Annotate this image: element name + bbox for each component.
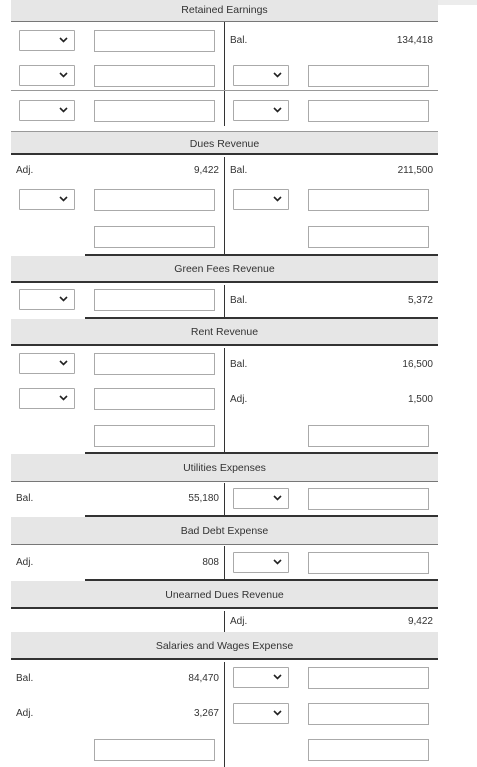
- chevron-down-icon: [273, 674, 282, 680]
- bal-label: Bal.: [230, 165, 248, 176]
- adj-value: 9,422: [407, 616, 433, 627]
- adj-value: 1,500: [407, 394, 433, 405]
- bal-value: 134,418: [396, 35, 433, 46]
- chevron-down-icon: [59, 296, 68, 302]
- credit-account-select[interactable]: [233, 552, 289, 573]
- credit-amount-input[interactable]: [308, 488, 429, 510]
- credit-account-select[interactable]: [233, 667, 289, 688]
- account-title: Bad Debt Expense: [180, 525, 269, 537]
- account-title: Retained Earnings: [181, 4, 268, 16]
- chevron-down-icon: [59, 196, 68, 202]
- account-title: Rent Revenue: [190, 326, 259, 338]
- account-title: Green Fees Revenue: [174, 263, 275, 275]
- chevron-down-icon: [273, 196, 282, 202]
- bal-value: 16,500: [402, 359, 433, 370]
- debit-account-select[interactable]: [19, 30, 75, 51]
- adj-value: 9,422: [193, 165, 219, 176]
- top-scrollbar-track: [438, 0, 477, 5]
- credit-total-input[interactable]: [308, 739, 429, 761]
- credit-amount-input[interactable]: [308, 189, 429, 211]
- bal-value: 5,372: [407, 295, 433, 306]
- adj-label: Adj.: [16, 708, 34, 719]
- credit-amount-input[interactable]: [308, 65, 429, 87]
- debit-total-input[interactable]: [94, 226, 215, 248]
- t-account-divider: [224, 285, 225, 319]
- chevron-down-icon: [273, 72, 282, 78]
- t-account-divider: [224, 546, 225, 580]
- adj-label: Adj.: [16, 557, 34, 568]
- debit-account-select[interactable]: [19, 388, 75, 409]
- t-account-divider: [224, 22, 225, 126]
- credit-account-select[interactable]: [233, 65, 289, 86]
- chevron-down-icon: [59, 360, 68, 366]
- account-title: Dues Revenue: [189, 138, 260, 150]
- dues-revenue-header: [11, 131, 438, 155]
- debit-amount-input[interactable]: [94, 388, 215, 410]
- bal-label: Bal.: [230, 35, 248, 46]
- bal-label: Bal.: [230, 359, 248, 370]
- debit-account-select[interactable]: [19, 189, 75, 210]
- debit-amount-input[interactable]: [94, 100, 215, 122]
- debit-amount-input[interactable]: [94, 289, 215, 311]
- adj-label: Adj.: [16, 165, 34, 176]
- debit-amount-input[interactable]: [94, 30, 215, 52]
- chevron-down-icon: [59, 395, 68, 401]
- chevron-down-icon: [59, 107, 68, 113]
- debit-account-select[interactable]: [19, 65, 75, 86]
- credit-amount-input[interactable]: [308, 703, 429, 725]
- bal-value: 84,470: [188, 673, 219, 684]
- t-account-divider: [224, 483, 225, 517]
- divider: [11, 90, 438, 91]
- green-fees-revenue-header: [11, 256, 438, 283]
- credit-amount-input[interactable]: [308, 667, 429, 689]
- adj-value: 3,267: [193, 708, 219, 719]
- chevron-down-icon: [59, 72, 68, 78]
- unearned-dues-revenue-header: [11, 581, 438, 609]
- adj-label: Adj.: [230, 616, 248, 627]
- debit-account-select[interactable]: [19, 289, 75, 310]
- credit-amount-input[interactable]: [308, 552, 429, 574]
- adj-value: 808: [202, 557, 219, 568]
- debit-amount-input[interactable]: [94, 65, 215, 87]
- credit-account-select[interactable]: [233, 703, 289, 724]
- credit-total-input[interactable]: [308, 425, 429, 447]
- t-account-divider: [224, 157, 225, 255]
- account-title: Unearned Dues Revenue: [165, 589, 284, 601]
- credit-account-select[interactable]: [233, 488, 289, 509]
- bal-label: Bal.: [16, 493, 34, 504]
- salaries-and-wages-expense-header: [11, 632, 438, 660]
- account-title: Salaries and Wages Expense: [155, 640, 294, 652]
- debit-total-input[interactable]: [94, 739, 215, 761]
- credit-account-select[interactable]: [233, 100, 289, 121]
- debit-account-select[interactable]: [19, 100, 75, 121]
- chevron-down-icon: [273, 495, 282, 501]
- bal-value: 55,180: [188, 493, 219, 504]
- debit-account-select[interactable]: [19, 353, 75, 374]
- t-account-divider: [224, 348, 225, 454]
- bal-value: 211,500: [397, 165, 433, 176]
- retained-earnings-header: [11, 0, 438, 22]
- bal-label: Bal.: [230, 295, 248, 306]
- credit-amount-input[interactable]: [308, 100, 429, 122]
- chevron-down-icon: [59, 37, 68, 43]
- t-account-divider: [224, 611, 225, 632]
- credit-total-input[interactable]: [308, 226, 429, 248]
- chevron-down-icon: [273, 710, 282, 716]
- utilities-expenses-header: [11, 454, 438, 482]
- bal-label: Bal.: [16, 673, 34, 684]
- chevron-down-icon: [273, 107, 282, 113]
- debit-amount-input[interactable]: [94, 189, 215, 211]
- rent-revenue-header: [11, 319, 438, 346]
- bad-debt-expense-header: [11, 517, 438, 545]
- account-title: Utilities Expenses: [183, 462, 266, 474]
- chevron-down-icon: [273, 559, 282, 565]
- debit-total-input[interactable]: [94, 425, 215, 447]
- t-account-divider: [224, 662, 225, 767]
- credit-account-select[interactable]: [233, 189, 289, 210]
- adj-label: Adj.: [230, 394, 248, 405]
- debit-amount-input[interactable]: [94, 353, 215, 375]
